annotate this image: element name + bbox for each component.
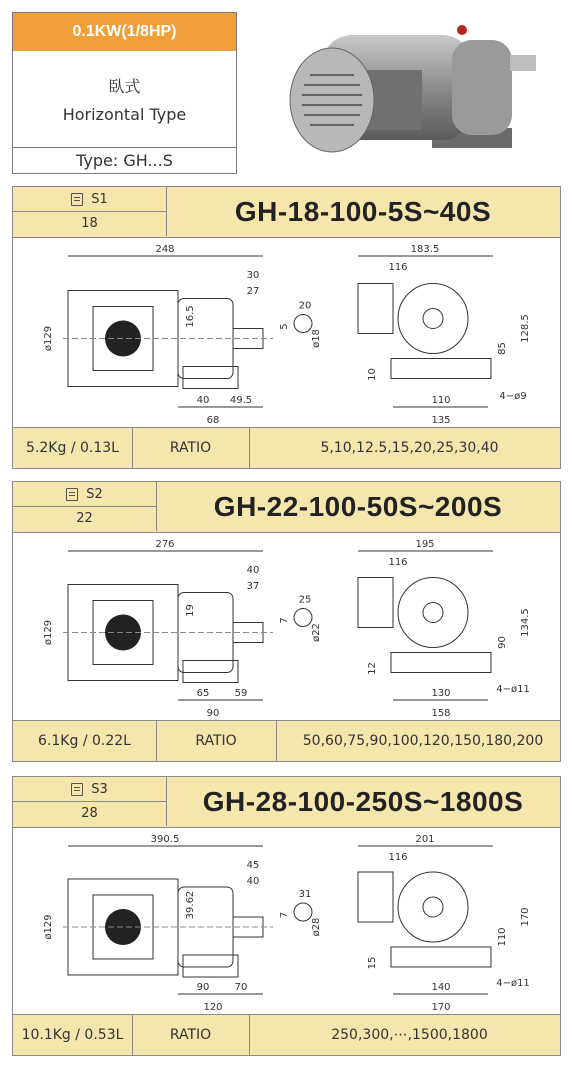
catalog-icon	[71, 783, 83, 796]
front-shaft	[423, 309, 443, 329]
dim-key-depth: 7	[279, 617, 290, 624]
catalog-icon	[66, 488, 78, 501]
spec-section-2	[12, 481, 561, 762]
dim-base-3: 90	[206, 708, 220, 719]
terminal-box	[358, 578, 393, 628]
dim-foot-height: 12	[367, 662, 378, 675]
dim-key-depth: 7	[279, 911, 290, 919]
dim-foot-outer: 170	[431, 1002, 451, 1013]
title-bar	[13, 187, 560, 238]
dim-shaft-height: 19	[185, 604, 196, 617]
spec-section-1	[12, 186, 561, 469]
dim-shaft-2: 40	[246, 876, 260, 887]
dim-width: 183.5	[410, 244, 440, 255]
dim-offset: 116	[388, 852, 408, 863]
dim-base-1: 40	[196, 395, 210, 406]
series-label: S2	[86, 486, 103, 502]
series-code	[13, 777, 167, 826]
dim-mount-holes: 4−ø11	[496, 978, 530, 989]
dim-offset: 116	[388, 262, 408, 273]
dim-base-2: 70	[234, 982, 248, 993]
dim-key-width: 25	[298, 594, 312, 606]
ratio-label: RATIO	[156, 721, 277, 761]
dim-shaft-1: 45	[246, 860, 260, 871]
type-description	[13, 51, 236, 148]
dim-foot-height: 10	[367, 368, 378, 381]
series-label: S3	[91, 781, 108, 797]
dim-key-depth: 5	[279, 323, 290, 330]
gear-motor-photo	[262, 10, 562, 170]
dim-offset: 116	[388, 557, 408, 568]
dim-mount-holes: 4−ø11	[496, 684, 530, 695]
dim-foot-inner: 110	[431, 395, 451, 406]
model-number: GH-22-100-50S~200S	[213, 490, 503, 522]
dim-foot-inner: 140	[431, 982, 451, 993]
dim-base-2: 49.5	[229, 395, 253, 406]
title-bar	[13, 482, 560, 533]
dim-foot-outer: 135	[431, 415, 451, 426]
dim-shaft-diameter: ø22	[311, 623, 322, 642]
front-foot	[391, 653, 491, 673]
dim-shaft-height: 39.62	[185, 890, 196, 920]
spec-footer	[13, 427, 560, 468]
dim-base-1: 65	[196, 688, 210, 699]
dim-key-width: 31	[298, 889, 312, 900]
ratio-values: 5,10,12.5,15,20,25,30,40	[320, 440, 499, 456]
dim-shaft-diameter: ø28	[311, 917, 322, 937]
dimension-drawing	[13, 238, 560, 429]
dim-motor-diameter: ø129	[43, 325, 54, 352]
weight-oil: 10.1Kg / 0.53L	[13, 1015, 133, 1055]
dim-total-height: 170	[520, 907, 531, 927]
shaft-section	[294, 903, 312, 921]
series-code	[13, 187, 167, 236]
ratio-values: 250,300,⋯,1500,1800	[331, 1027, 488, 1043]
dim-shaft-height: 16.5	[185, 305, 196, 328]
dim-foot-inner: 130	[431, 688, 451, 699]
model-number: GH-18-100-5S~40S	[234, 195, 492, 227]
front-flange	[398, 872, 468, 942]
spec-footer	[13, 1014, 560, 1055]
front-foot	[391, 359, 491, 379]
dim-mount-holes: 4−ø9	[499, 391, 527, 402]
frame-size: 28	[81, 806, 98, 821]
power-rating: 0.1KW(1/8HP)	[13, 13, 236, 51]
dim-base-3: 120	[203, 1002, 223, 1013]
dim-center-height: 85	[497, 342, 508, 355]
ratio-values: 50,60,75,90,100,120,150,180,200	[302, 733, 544, 749]
dimension-drawing	[13, 533, 560, 722]
dim-shaft-diameter: ø18	[311, 329, 322, 348]
dim-foot-height: 15	[367, 956, 378, 970]
dim-shaft-1: 30	[246, 270, 260, 281]
dim-total-height: 134.5	[520, 608, 531, 637]
dim-base-3: 68	[206, 415, 220, 426]
dim-motor-diameter: ø129	[43, 619, 54, 646]
dim-base-1: 90	[196, 982, 210, 993]
front-shaft	[423, 897, 443, 917]
dim-length: 248	[155, 244, 175, 255]
front-foot	[391, 947, 491, 967]
weight-oil: 6.1Kg / 0.22L	[13, 721, 157, 761]
dim-key-width: 20	[298, 300, 312, 312]
terminal-box	[358, 872, 393, 922]
spec-section-3	[12, 776, 561, 1056]
type-chinese: 臥式	[108, 77, 141, 96]
series-label: S1	[91, 191, 108, 207]
catalog-icon	[71, 193, 83, 206]
front-flange	[398, 578, 468, 648]
dim-total-height: 128.5	[520, 314, 531, 343]
header-box	[12, 12, 237, 174]
ratio-label: RATIO	[132, 1015, 250, 1055]
series-code	[13, 482, 157, 531]
dim-base-2: 59	[234, 688, 248, 699]
dim-width: 201	[415, 834, 435, 845]
spec-footer	[13, 720, 560, 761]
title-bar	[13, 777, 560, 828]
dim-width: 195	[415, 539, 435, 550]
shaft-section	[294, 609, 312, 627]
type-english: Horizontal Type	[62, 105, 187, 124]
weight-oil: 5.2Kg / 0.13L	[13, 428, 133, 468]
dim-shaft-2: 27	[246, 286, 260, 297]
frame-size: 22	[76, 511, 93, 526]
type-code: Type: GH...S	[76, 150, 173, 170]
dim-foot-outer: 158	[431, 708, 451, 719]
frame-size: 18	[81, 216, 98, 231]
terminal-box	[358, 284, 393, 334]
dim-length: 276	[155, 539, 175, 550]
ratio-label: RATIO	[132, 428, 250, 468]
front-shaft	[423, 603, 443, 623]
model-number: GH-28-100-250S~1800S	[202, 785, 524, 817]
dim-motor-diameter: ø129	[43, 914, 54, 940]
dim-shaft-1: 40	[246, 565, 260, 576]
dim-length: 390.5	[150, 834, 180, 845]
dimension-drawing	[13, 828, 560, 1016]
shaft-section	[294, 315, 312, 333]
dim-shaft-2: 37	[246, 581, 260, 592]
front-flange	[398, 284, 468, 354]
dim-center-height: 110	[497, 927, 508, 947]
dim-center-height: 90	[497, 636, 508, 649]
